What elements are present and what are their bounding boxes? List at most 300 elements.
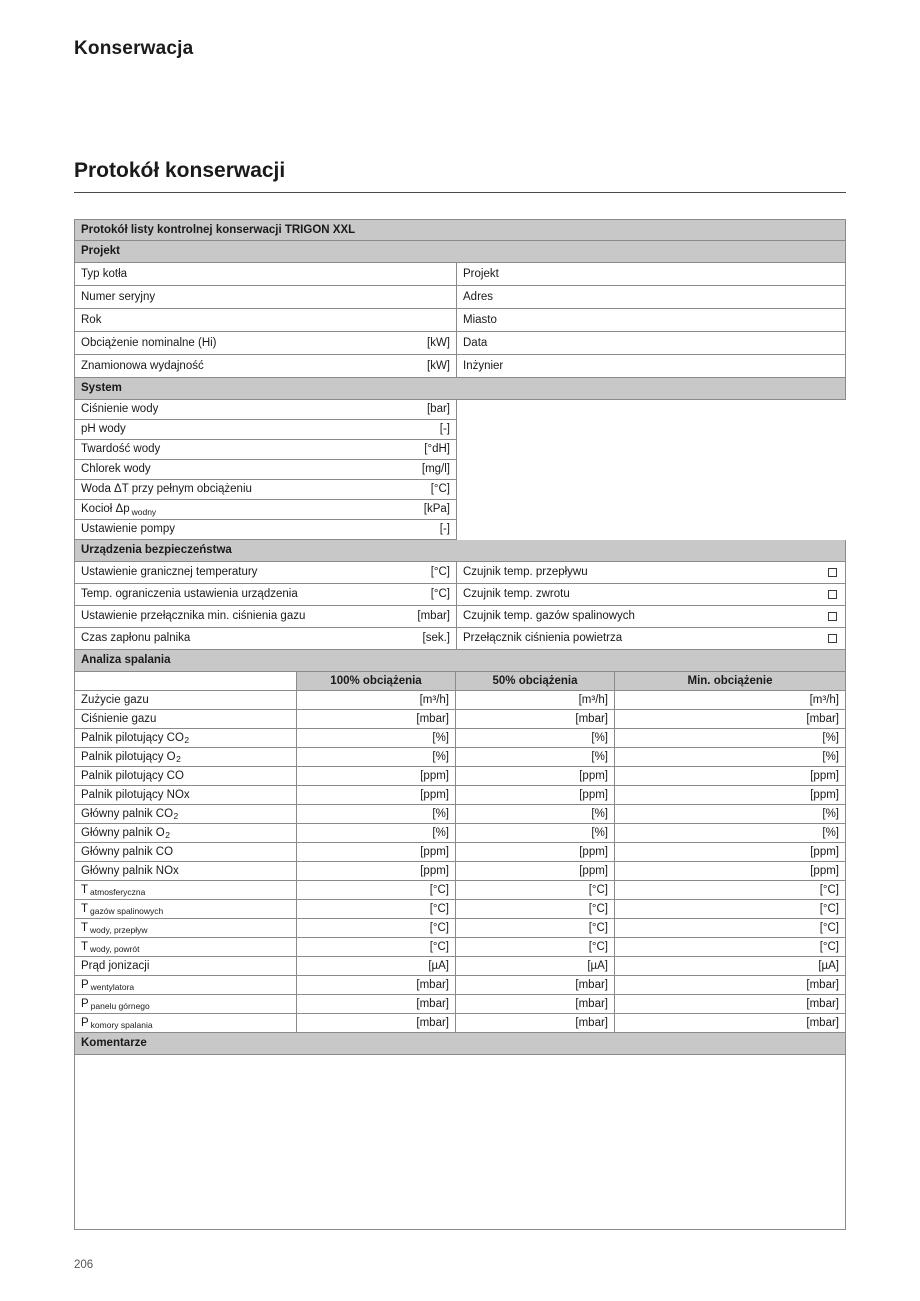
checkbox[interactable] (828, 568, 837, 577)
row-label-text: Główny palnik NOx (81, 864, 179, 877)
row-label (81, 846, 173, 859)
row-unit: [bar] (426, 403, 450, 416)
table-row (74, 824, 846, 843)
analysis-unit: [ppm] (810, 788, 839, 801)
row-label (81, 827, 170, 840)
row-unit: [-] (439, 423, 450, 436)
analysis-value-cell-100 (297, 767, 456, 785)
analysis-value-cell-100 (297, 938, 456, 956)
row-unit: [kW] (427, 336, 450, 349)
analysis-unit: [ppm] (420, 845, 449, 858)
analysis-unit: [ppm] (420, 788, 449, 801)
projekt-right-cell (457, 355, 845, 377)
analysis-value-cell-100 (297, 748, 456, 766)
row-label-text: Temp. ograniczenia ustawienia urządzenia (81, 588, 298, 601)
analysis-value-cell-100 (297, 900, 456, 918)
analysis-label-cell (75, 805, 297, 823)
row-label-text: Twardość wody (81, 443, 161, 456)
row-label-subscript: wody, powrót (90, 944, 140, 955)
analysis-colheader-empty (75, 672, 297, 690)
table-row (74, 263, 846, 286)
section-header-safety: Urządzenia bezpieczeństwa (74, 540, 846, 562)
analysis-unit: [ppm] (420, 864, 449, 877)
analysis-unit: [mbar] (416, 712, 449, 725)
row-label (81, 588, 298, 601)
system-cell (75, 440, 456, 459)
system-rows (74, 400, 846, 540)
analysis-unit: [mbar] (575, 997, 608, 1010)
row-label (81, 566, 257, 579)
analysis-value-cell-min (615, 995, 845, 1013)
row-unit: [°C] (430, 588, 450, 601)
table-row (74, 584, 846, 606)
analysis-unit: [mbar] (416, 1016, 449, 1029)
analysis-label-cell (75, 995, 297, 1013)
table-row (74, 480, 457, 500)
projekt-right-label: Data (463, 336, 488, 349)
row-unit: [sek.] (422, 632, 450, 645)
analysis-unit: [%] (591, 750, 608, 763)
system-cell (75, 420, 456, 439)
row-label-subscript: gazów spalinowych (90, 906, 164, 917)
row-label-text: Ustawienie pompy (81, 523, 175, 536)
row-label-text: T (81, 902, 89, 915)
analysis-unit: [°C] (819, 883, 839, 896)
table-row (74, 606, 846, 628)
analysis-unit: [%] (822, 731, 839, 744)
row-label-text: Typ kotła (81, 267, 128, 280)
analysis-unit: [ppm] (579, 769, 608, 782)
table-row (74, 309, 846, 332)
analysis-unit: [%] (822, 826, 839, 839)
table-row (74, 767, 846, 786)
analysis-value-cell-min (615, 1014, 845, 1032)
table-row (74, 691, 846, 710)
row-label-subscript: wentylatora (90, 982, 135, 993)
analysis-value-cell-100 (297, 691, 456, 709)
analysis-unit: [°C] (429, 883, 449, 896)
maintenance-protocol-table (74, 219, 846, 1230)
analysis-value-cell-min (615, 805, 845, 823)
row-label-text: Ustawienie przełącznika min. ciśnienia gazu (81, 610, 306, 623)
row-label (81, 770, 184, 783)
analysis-unit: [µA] (818, 959, 839, 972)
row-label (81, 1017, 153, 1030)
projekt-right-cell (457, 286, 845, 308)
analysis-unit: [mbar] (575, 712, 608, 725)
analysis-unit: [°C] (588, 902, 608, 915)
row-label-text: Palnik pilotujący NOx (81, 788, 190, 801)
analysis-unit: [ppm] (579, 788, 608, 801)
analysis-value-cell-50 (456, 995, 615, 1013)
analysis-colheader-100: 100% obciążenia (297, 672, 456, 690)
analysis-value-cell-100 (297, 881, 456, 899)
analysis-unit: [mbar] (806, 978, 839, 991)
row-label-text: Woda ΔT przy pełnym obciążeniu (81, 483, 252, 496)
analysis-unit: [mbar] (416, 978, 449, 991)
analysis-value-cell-50 (456, 938, 615, 956)
row-label (81, 483, 252, 496)
safety-right-cell (457, 606, 845, 627)
row-label-text: Zużycie gazu (81, 693, 149, 706)
analysis-value-cell-50 (456, 919, 615, 937)
safety-right-cell (457, 628, 845, 649)
table-title: Protokół listy kontrolnej konserwacji TRIGON XXL (81, 223, 356, 236)
row-label-text: Palnik pilotujący O (81, 750, 176, 763)
comments-area (74, 1055, 846, 1230)
analysis-value-cell-100 (297, 995, 456, 1013)
table-title-row (74, 219, 846, 241)
safety-left-cell (75, 584, 457, 605)
row-label (81, 423, 126, 436)
row-label-text: Główny palnik CO (81, 807, 174, 820)
row-label (81, 610, 305, 623)
projekt-left-cell (75, 263, 457, 285)
checkbox[interactable] (828, 590, 837, 599)
row-unit: [mg/l] (421, 463, 450, 476)
row-label-subscript: panelu górnego (90, 1001, 150, 1012)
checkbox[interactable] (828, 634, 837, 643)
projekt-right-label: Miasto (463, 313, 497, 326)
row-label (81, 632, 190, 645)
analysis-value-cell-min (615, 919, 845, 937)
row-label (81, 808, 178, 821)
analysis-value-cell-min (615, 881, 845, 899)
analysis-unit: [°C] (429, 940, 449, 953)
section-header-analysis: Analiza spalania (74, 650, 846, 672)
analysis-unit: [ppm] (420, 769, 449, 782)
analysis-unit: [ppm] (810, 769, 839, 782)
analysis-value-cell-100 (297, 710, 456, 728)
system-cell (75, 400, 456, 419)
analysis-value-cell-min (615, 767, 845, 785)
projekt-left-cell (75, 309, 457, 331)
row-label-text: T (81, 940, 89, 953)
analysis-label-cell (75, 824, 297, 842)
row-label (81, 751, 181, 764)
row-label-subscript: 2 (176, 754, 181, 765)
checkbox[interactable] (828, 612, 837, 621)
projekt-left-cell (75, 332, 457, 354)
analysis-label-cell (75, 710, 297, 728)
safety-rows (74, 562, 846, 650)
analysis-label-cell (75, 748, 297, 766)
analysis-value-cell-50 (456, 748, 615, 766)
row-label-text: Główny palnik O (81, 826, 165, 839)
analysis-value-cell-100 (297, 786, 456, 804)
row-label (81, 503, 156, 516)
row-label-text: Rok (81, 313, 102, 326)
safety-right-label: Czujnik temp. przepływu (463, 566, 588, 579)
analysis-unit: [ppm] (579, 864, 608, 877)
table-row (74, 748, 846, 767)
analysis-unit: [µA] (587, 959, 608, 972)
analysis-value-cell-50 (456, 843, 615, 861)
row-label-text: P (81, 997, 89, 1010)
analysis-value-cell-min (615, 710, 845, 728)
row-label (81, 865, 179, 878)
row-label-text: P (81, 978, 89, 991)
table-row (74, 400, 457, 420)
row-label-text: P (81, 1016, 89, 1029)
row-label-subscript: wody, przepływ (90, 925, 148, 936)
table-row (74, 938, 846, 957)
row-label-subscript: 2 (184, 735, 190, 746)
safety-right-label: Przełącznik ciśnienia powietrza (463, 632, 623, 645)
row-label (81, 268, 127, 281)
row-label (81, 713, 156, 726)
row-label-subscript: wodny (131, 506, 157, 517)
analysis-unit: [°C] (819, 921, 839, 934)
system-cell (75, 520, 456, 539)
analysis-value-cell-min (615, 691, 845, 709)
analysis-unit: [ppm] (810, 864, 839, 877)
analysis-unit: [%] (432, 731, 449, 744)
row-label-subscript: komory spalania (90, 1020, 153, 1031)
analysis-unit: [%] (591, 731, 608, 744)
projekt-rows (74, 263, 846, 378)
table-row (74, 729, 846, 748)
row-label (81, 291, 155, 304)
row-label (81, 998, 150, 1011)
analysis-unit: [ppm] (810, 845, 839, 858)
table-row (74, 710, 846, 729)
analysis-unit: [°C] (819, 940, 839, 953)
analysis-unit: [°C] (588, 883, 608, 896)
analysis-unit: [°C] (588, 940, 608, 953)
table-row (74, 862, 846, 881)
analysis-label-cell (75, 1014, 297, 1032)
row-unit: [°C] (430, 566, 450, 579)
safety-right-cell (457, 562, 845, 583)
analysis-value-cell-50 (456, 957, 615, 975)
row-unit: [°dH] (424, 443, 450, 456)
row-label-subscript: 2 (173, 811, 179, 822)
analysis-value-cell-100 (297, 843, 456, 861)
safety-left-cell (75, 606, 457, 627)
page-title: Protokół konserwacji (74, 159, 286, 182)
analysis-unit: [°C] (429, 921, 449, 934)
analysis-label-cell (75, 786, 297, 804)
row-label (81, 732, 189, 745)
analysis-label-cell (75, 862, 297, 880)
analysis-unit: [%] (591, 807, 608, 820)
table-row (74, 805, 846, 824)
analysis-label-cell (75, 919, 297, 937)
analysis-value-cell-min (615, 748, 845, 766)
analysis-label-cell (75, 976, 297, 994)
table-row (74, 355, 846, 378)
analysis-colheader-min: Min. obciążenie (615, 672, 845, 690)
analysis-colheader-50: 50% obciążenia (456, 672, 615, 690)
analysis-label-cell (75, 767, 297, 785)
analysis-value-cell-min (615, 786, 845, 804)
row-label (81, 694, 149, 707)
projekt-right-label: Adres (463, 290, 494, 303)
analysis-unit: [m³/h] (419, 693, 449, 706)
row-label-text: Palnik pilotujący CO (81, 731, 184, 744)
analysis-unit: [°C] (429, 902, 449, 915)
projekt-right-cell (457, 263, 845, 285)
projekt-left-cell (75, 355, 457, 377)
table-row (74, 440, 457, 460)
analysis-value-cell-50 (456, 824, 615, 842)
analysis-value-cell-50 (456, 1014, 615, 1032)
row-label-text: Kocioł Δp (81, 503, 130, 516)
analysis-label-cell (75, 900, 297, 918)
row-label (81, 960, 149, 973)
table-row (74, 562, 846, 584)
table-row (74, 919, 846, 938)
analysis-unit: [mbar] (806, 997, 839, 1010)
analysis-label-cell (75, 843, 297, 861)
analysis-unit: [%] (432, 750, 449, 763)
table-row (74, 460, 457, 480)
projekt-right-label: Inżynier (463, 359, 504, 372)
analysis-value-cell-100 (297, 862, 456, 880)
analysis-unit: [m³/h] (578, 693, 608, 706)
analysis-unit: [µA] (428, 959, 449, 972)
safety-right-label: Czujnik temp. zwrotu (463, 588, 570, 601)
analysis-unit: [m³/h] (809, 693, 839, 706)
analysis-label-cell (75, 938, 297, 956)
row-label-text: Czas zapłonu palnika (81, 632, 191, 645)
analysis-value-cell-min (615, 976, 845, 994)
row-label-text: Główny palnik CO (81, 845, 174, 858)
row-unit: [kPa] (423, 503, 450, 516)
table-row (74, 420, 457, 440)
analysis-value-cell-50 (456, 729, 615, 747)
analysis-value-cell-50 (456, 786, 615, 804)
projekt-right-cell (457, 309, 845, 331)
analysis-unit: [mbar] (575, 978, 608, 991)
table-row (74, 628, 846, 650)
projekt-right-label: Projekt (463, 267, 499, 280)
row-label-text: Ciśnienie gazu (81, 712, 157, 725)
row-label (81, 941, 139, 954)
analysis-value-cell-50 (456, 862, 615, 880)
analysis-value-cell-50 (456, 805, 615, 823)
analysis-unit: [ppm] (579, 845, 608, 858)
analysis-unit: [%] (822, 807, 839, 820)
analysis-unit: [%] (432, 826, 449, 839)
analysis-value-cell-50 (456, 710, 615, 728)
analysis-value-cell-min (615, 900, 845, 918)
row-label (81, 903, 163, 916)
section-header-system: System (74, 378, 846, 400)
row-label-subscript: 2 (165, 830, 170, 841)
analysis-value-cell-100 (297, 976, 456, 994)
table-row (74, 995, 846, 1014)
table-row (74, 1014, 846, 1033)
safety-left-cell (75, 562, 457, 583)
table-row (74, 500, 457, 520)
analysis-value-cell-100 (297, 824, 456, 842)
table-row (74, 881, 846, 900)
chapter-title: Konserwacja (74, 38, 194, 59)
row-unit: [kW] (427, 359, 450, 372)
table-row (74, 786, 846, 805)
row-label (81, 463, 151, 476)
analysis-value-cell-100 (297, 729, 456, 747)
analysis-rows (74, 691, 846, 1033)
page-number: 206 (74, 1259, 94, 1271)
analysis-value-cell-min (615, 938, 845, 956)
analysis-value-cell-100 (297, 919, 456, 937)
row-label-text: T (81, 883, 89, 896)
row-label-text: Numer seryjny (81, 290, 156, 303)
row-label (81, 314, 101, 327)
table-row (74, 976, 846, 995)
row-label (81, 884, 145, 897)
analysis-label-cell (75, 957, 297, 975)
table-row (74, 900, 846, 919)
row-label-text: Ustawienie granicznej temperatury (81, 566, 258, 579)
row-label-text: Ciśnienie wody (81, 403, 159, 416)
table-row (74, 286, 846, 309)
analysis-value-cell-min (615, 824, 845, 842)
analysis-value-cell-50 (456, 900, 615, 918)
analysis-value-cell-min (615, 729, 845, 747)
section-header-projekt: Projekt (74, 241, 846, 263)
safety-right-cell (457, 584, 845, 605)
safety-left-cell (75, 628, 457, 649)
row-label-subscript: atmosferyczna (90, 887, 146, 898)
analysis-value-cell-min (615, 957, 845, 975)
section-header-comments: Komentarze (74, 1033, 846, 1055)
projekt-right-cell (457, 332, 845, 354)
row-label-text: Obciążenie nominalne (Hi) (81, 336, 217, 349)
analysis-unit: [%] (822, 750, 839, 763)
row-label-text: Palnik pilotujący CO (81, 769, 184, 782)
analysis-value-cell-50 (456, 767, 615, 785)
row-label (81, 979, 134, 992)
analysis-label-cell (75, 691, 297, 709)
analysis-value-cell-100 (297, 957, 456, 975)
analysis-unit: [%] (432, 807, 449, 820)
analysis-value-cell-100 (297, 1014, 456, 1032)
table-row (74, 957, 846, 976)
row-label-text: Znamionowa wydajność (81, 359, 204, 372)
row-unit: [°C] (430, 483, 450, 496)
system-cell (75, 480, 456, 499)
analysis-value-cell-min (615, 843, 845, 861)
row-unit: [mbar] (417, 610, 450, 623)
row-label-text: pH wody (81, 423, 126, 436)
row-label-text: Chlorek wody (81, 463, 151, 476)
title-rule (74, 192, 846, 193)
system-cell (75, 500, 456, 519)
row-label (81, 523, 175, 536)
analysis-value-cell-50 (456, 881, 615, 899)
projekt-left-cell (75, 286, 457, 308)
table-row (74, 332, 846, 355)
row-label (81, 922, 148, 935)
row-unit: [-] (439, 523, 450, 536)
analysis-value-cell-min (615, 862, 845, 880)
analysis-unit: [mbar] (575, 1016, 608, 1029)
analysis-unit: [°C] (588, 921, 608, 934)
analysis-label-cell (75, 729, 297, 747)
analysis-value-cell-100 (297, 805, 456, 823)
analysis-value-cell-50 (456, 976, 615, 994)
analysis-label-cell (75, 881, 297, 899)
row-label (81, 337, 217, 350)
analysis-value-cell-50 (456, 691, 615, 709)
row-label-text: Prąd jonizacji (81, 959, 150, 972)
row-label (81, 360, 204, 373)
row-label (81, 789, 190, 802)
